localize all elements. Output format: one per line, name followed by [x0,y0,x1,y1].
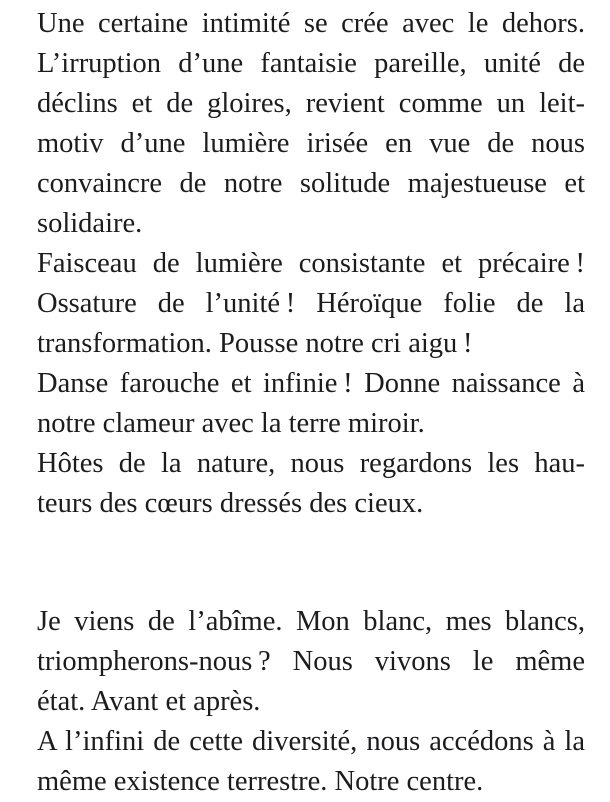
text-line: convaincre de notre solitude majestueuse et [37,168,585,199]
text-line: Je viens de l’abîme. Mon blanc, mes blancs, [37,606,585,637]
text-line: état. Avant et après. [37,686,261,717]
text-line: Faisceau de lumière consistante et précaire ! [37,248,585,279]
text-line: notre clameur avec la terre miroir. [37,408,425,439]
text-line: Hôtes de la nature, nous regardons les hau- [37,448,585,479]
text-line: A l’infini de cette diversité, nous accédons à la [37,726,585,757]
text-line: solidaire. [37,208,143,239]
text-line: Ossature de l’unité ! Héroïque folie de la [37,288,585,319]
paragraph-1 [37,4,585,244]
text-line: transformation. Pousse notre cri aigu ! [37,328,473,359]
paragraph-5 [37,602,585,722]
paragraph-3 [37,364,585,444]
text-line: Une certaine intimité se crée avec le dehors. [37,8,585,39]
text-line: L’irruption d’une fantaisie pareille, unité de [37,48,585,79]
text-line: motiv d’une lumière irisée en vue de nous [37,128,585,159]
paragraph-6 [37,722,585,802]
text-line: Danse farouche et infinie ! Donne naissance à [37,368,585,399]
text-section-2 [37,602,585,802]
section-break [37,524,585,602]
text-line: triompherons-nous ? Nous vivons le même [37,646,585,677]
paragraph-2 [37,244,585,364]
text-line: même existence terrestre. Notre centre. [37,766,484,797]
text-section-1 [37,4,585,524]
text-line: déclins et de gloires, revient comme un leit- [37,88,585,119]
paragraph-4 [37,444,585,524]
text-line: teurs des cœurs dressés des cieux. [37,488,424,519]
